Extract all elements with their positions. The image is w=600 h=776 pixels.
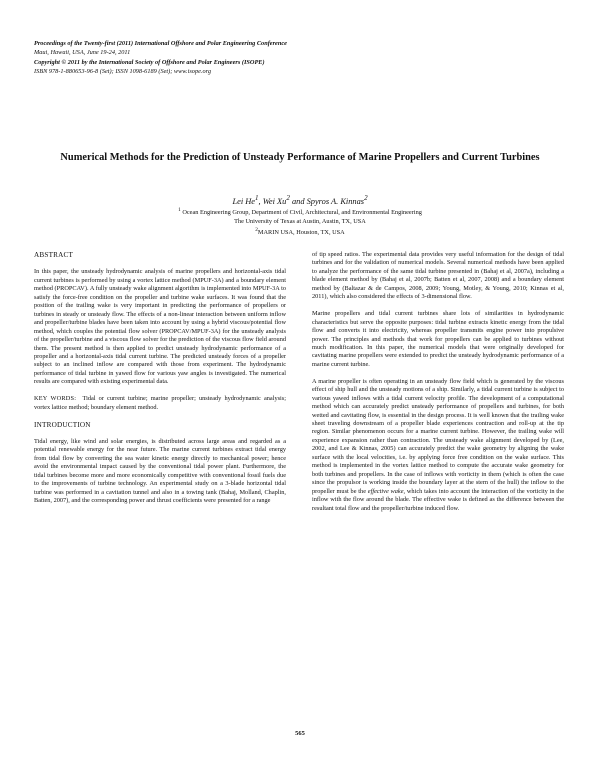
author-name: Lei He: [232, 196, 255, 206]
keywords-text: Tidal or current turbine; marine propeller; unsteady hydrodynamic analysis; vortex lattice method; boundary element method.: [34, 395, 286, 411]
author-separator: and: [289, 196, 307, 206]
introduction-paragraph-2: Marine propellers and tidal current turbines share lots of similarities in hydrodynamic characteristics but serve the opposite purposes: tidal turbine extracts kinetic energy from the tidal flow and converts it into electricity, whereas propeller transmits engine power into propulsive power. The principles and methods that work for propellers can be applied to turbines without much modification. In this paper, the numerical models that were originally developed for cavitating marine propellers were extended to predict the unsteady hydrodynamic performance of a marine current turbine.: [312, 310, 564, 368]
right-column: [312, 251, 564, 513]
conference-header: [34, 39, 574, 77]
affiliations: [40, 206, 560, 238]
introduction-paragraph-3: A marine propeller is often operating in an unsteady flow field which is generated by the viscous effect of ship hull and the unsteady motions of a ship. Similarly, a tidal current turbine is subject to various yawed inflows with a tidal current velocity profile. The development of a computational method which can accurately predict unsteady performance of propellers and turbines, for both wetted and cavitating flow, is essential in the design process. It is well known that the trailing wake sheet traveling downstream of a propeller blade experiences contraction and roll-up at the tip region. Similar phenomenon occurs for a marine current turbine. However, the trailing wake will experience expansion rather than contraction. The unsteady wake alignment developed by (Lee, 2002, and Lee & Kinnas, 2005) can accurately predict the wake geometry by aligning the wake surface with the local velocities, i.e. by applying force free condition on the wake surface. This method is implemented in the vortex lattice method to compute the accurate wake geometry for both turbines and propellers. In the case of inflows with vorticity in them (which is often the case since the propulsor is working inside the boundary layer at the stern of the hull) the inflow to the propeller must be the effective wake, which takes into account the interaction of the vorticity in the inflow with the flow around the blade. The effective wake is defined as the difference between the resultant total flow and the propeller/turbine induced flow.: [312, 377, 564, 512]
author-name: Wei Xu: [262, 196, 287, 206]
effective-wake-term: effective wake: [367, 487, 404, 495]
author-affiliation-mark: 2: [286, 194, 290, 202]
keywords-label: KEY WORDS:: [34, 395, 77, 403]
left-column: [34, 251, 286, 506]
introduction-paragraph-1: Tidal energy, like wind and solar energies, is distributed across large areas and regarded as a potential renewable energy for the near future. The marine current turbines extract tidal energy from tidal flow by converting the sea water kinetic energy directly to mechanical power; hence avoid the environmental impact caused by the conventional tidal power plant. Furthermore, the tidal turbines become more and more economically competitive with conventional fossil fuels due to the improvements of turbine technology. An experimental study on a 3-blade horizontal tidal turbine was performed in a cavitation tunnel and also in a towing tank (Bahaj, Molland, Chaplin, Batten, 2007), and the corresponding power and thrust coefficients were presented for a range: [34, 438, 286, 505]
abstract-text: In this paper, the unsteady hydrodynamic analysis of marine propellers and horizontal-axis tidal current turbines is performed by using a vortex lattice method (MPUF-3A) and a boundary element method (PROPCAV). A fully unsteady wake alignment algorithm is implemented into MPUF-3A to satisfy the force-free condition on the propeller and turbine wake surfaces. It was found that the position of the trailing wake is very important in predicting the performance of propellers or turbines in steady or unsteady flow. The effects of a non-linear interaction between uniform inflow and propeller/turbine blades have been taken into account by using a hybrid viscous/potential flow method, which couples the potential flow solver (PROPCAV/MPUF-3A) for the unsteady analysis of the propeller/turbine and a viscous flow solver for the prediction of the viscous flow field around them. The present method is then applied to predict unsteady hydrodynamic performance of a propeller and a horizontal-axis tidal current turbine. The predicted unsteady forces of a propeller subject to an inclined inflow are compared with those from experiment. The hydrodynamic performance of tidal turbine in yawed flow for various yaw angles is investigated. The numerical results are compared with existing experimental data.: [34, 268, 286, 386]
introduction-paragraph-1-continued: of tip speed ratios. The experimental data provides very useful information for the design of tidal turbines and for the validation of numerical models. Several numerical methods have been applied to analyze the performance of the same tidal turbine presented in (Bahaj et al, 2007a), including a blade element method by (Bahaj et al, 2007b; Batten et al, 2007, 2008) and a boundary element method by (Baltazar & de Campos, 2008, 2009; Young, Motley, & Young, 2010; Kinnas et al, 2011), which also considered the effects of 3-dimensional flow.: [312, 251, 564, 301]
introduction-heading: INTRODUCTION: [34, 420, 91, 429]
author-affiliation-mark: 1: [255, 194, 259, 202]
keywords: [34, 395, 286, 412]
paper-title: Numerical Methods for the Prediction of Unsteady Performance of Marine Propellers and Current Turbines: [60, 152, 540, 163]
author-list: [40, 193, 560, 207]
author-affiliation-mark: 2: [364, 194, 368, 202]
affiliation-1-address: The University of Texas at Austin, Austin, TX, USA: [234, 217, 366, 225]
location-date-line: Maui, Hawaii, USA, June 19-24, 2011: [34, 49, 131, 57]
isbn-line: ISBN 978-1-880653-96-8 (Set); ISSN 1098-6189 (Set); www.isope.org: [34, 68, 211, 76]
proceedings-line: Proceedings of the Twenty-first (2011) International Offshore and Polar Engineering Conference: [34, 40, 287, 47]
copyright-line: Copyright © 2011 by the International Society of Offshore and Polar Engineers (ISOPE): [34, 58, 265, 66]
author-separator: ,: [258, 196, 263, 206]
affiliation-2: $^2$MARIN USA, Houston, TX, USA: [255, 227, 345, 237]
author-name: Spyros A. Kinnas: [306, 196, 365, 206]
abstract-heading: ABSTRACT: [34, 251, 74, 259]
page-number: 565: [295, 730, 305, 737]
affiliation-1: $^1$ Ocean Engineering Group, Department of Civil, Architectural, and Environmental Engineering: [178, 207, 422, 217]
